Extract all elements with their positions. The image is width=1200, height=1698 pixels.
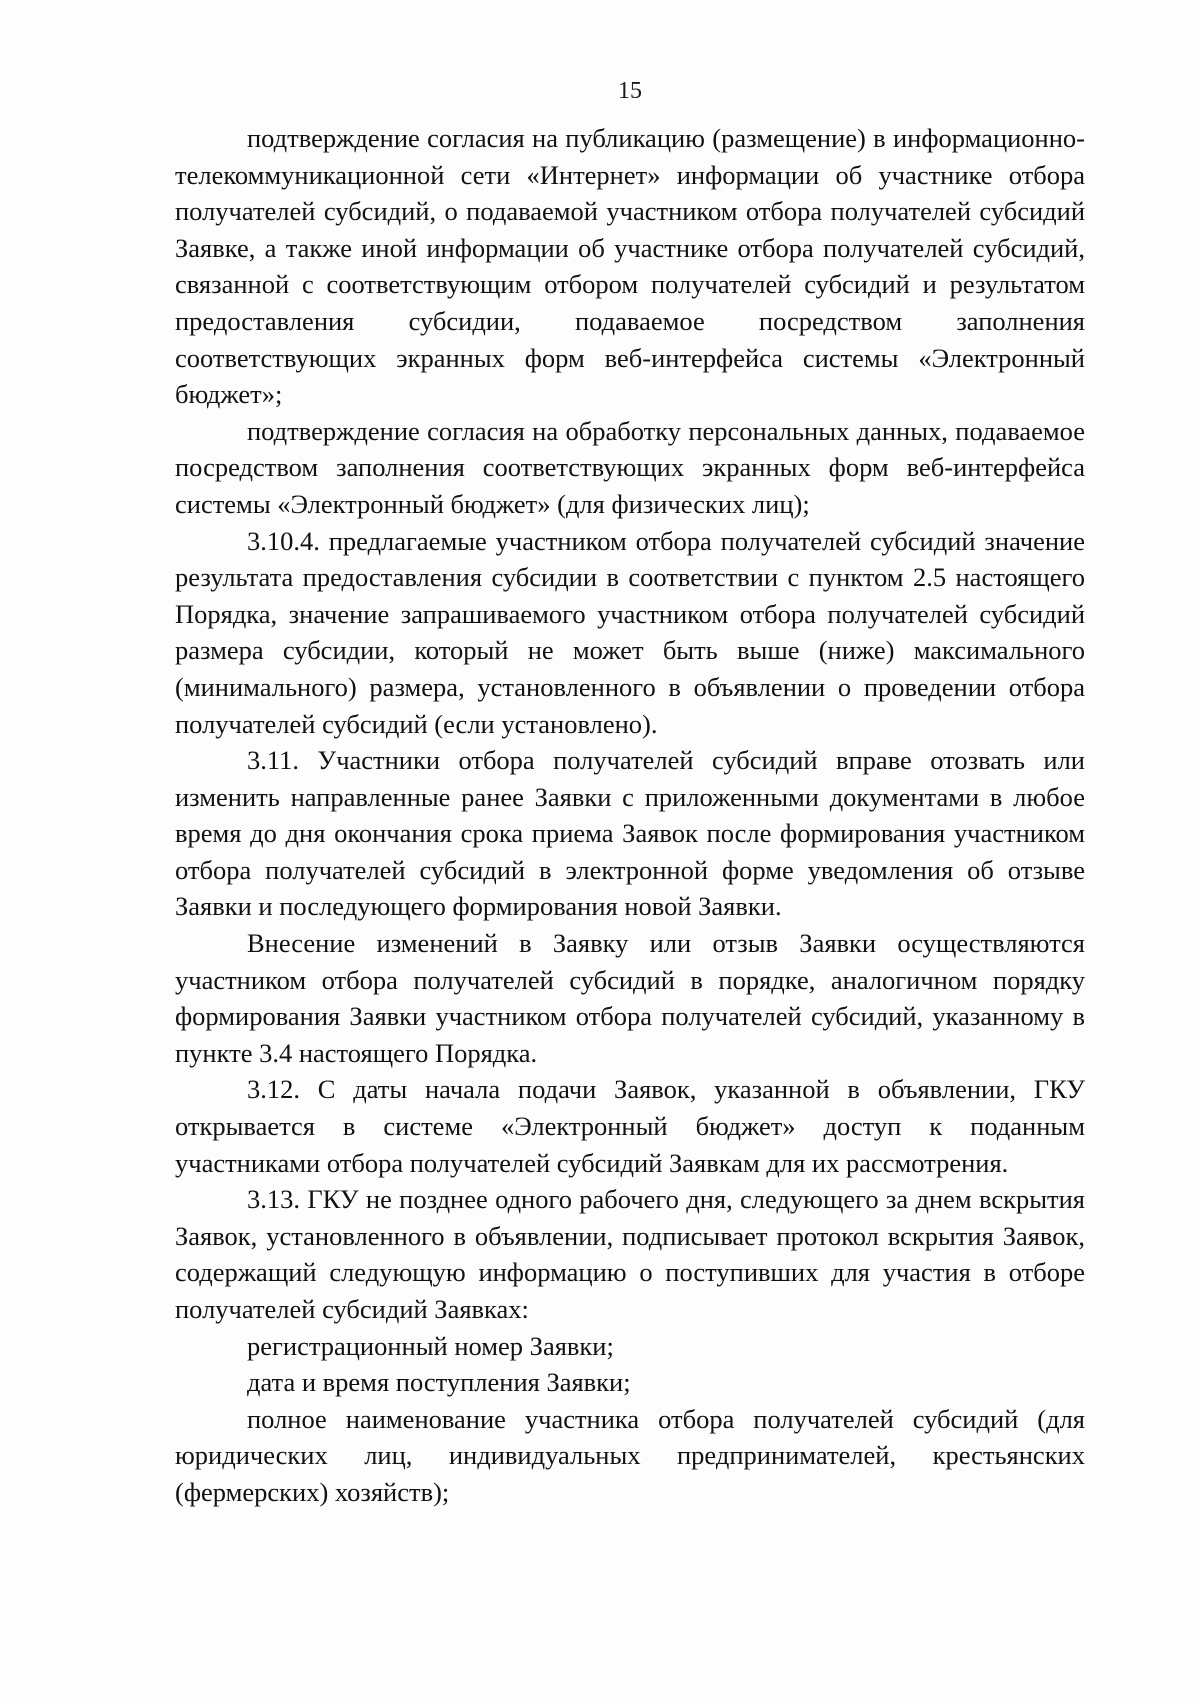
list-item-full-name: полное наименование участника отбора получателей субсидий (для юридических лиц, индивидуальных предпринимателей, крестьянских (фермерских) хозяйств); <box>175 1403 1085 1507</box>
paragraph-3-11: 3.11. Участники отбора получателей субсидий вправе отозвать или изменить направленные ранее Заявки с приложенными документами в любое время до дня окончания срока приема Заявок после формирования участником отбора получателей субсидий в электронной форме уведомления об отзыве Заявки и последующего формирования новой Заявки. <box>175 745 1085 922</box>
paragraph-personal-data-consent: подтверждение согласия на обработку персональных данных, подаваемое посредством заполнения соответствующих экранных форм веб-интерфейса системы «Электронный бюджет» (для физических лиц); <box>175 415 1085 519</box>
paragraph-3-13: 3.13. ГКУ не позднее одного рабочего дня, следующего за днем вскрытия Заявок, установленного в объявлении, подписывает протокол вскрытия Заявок, содержащий следующую информацию о поступивших для участия в отборе получателей субсидий Заявках: <box>175 1184 1085 1324</box>
page-number: 15 <box>618 78 642 104</box>
paragraph-3-12: 3.12. С даты начала подачи Заявок, указанной в объявлении, ГКУ открывается в системе «Электронный бюджет» доступ к поданным участниками отбора получателей субсидий Заявкам для их рассмотрения. <box>175 1074 1085 1178</box>
list-item-registration-number: регистрационный номер Заявки; <box>247 1330 614 1361</box>
paragraph-changes-to-application: Внесение изменений в Заявку или отзыв Заявки осуществляются участником отбора получателей субсидий в порядке, аналогичном порядку формирования Заявки участником отбора получателей субсидий, указанному в пункте 3.4 настоящего Порядка. <box>175 928 1085 1068</box>
paragraph-3-10-4: 3.10.4. предлагаемые участником отбора получателей субсидий значение результата предоставления субсидии в соответствии с пунктом 2.5 настоящего Порядка, значение запрашиваемого участником отбора получателей субсидий размера субсидии, который не может быть выше (ниже) максимального (минимального) размера, установленного в объявлении о проведении отбора получателей субсидий (если установлено). <box>175 525 1085 739</box>
list-item-date-time: дата и время поступления Заявки; <box>247 1367 631 1398</box>
document-body <box>175 120 1085 1511</box>
paragraph-publication-consent: подтверждение согласия на публикацию (размещение) в информационно-телекоммуникационной сети «Интернет» информации об участнике отбора получателей субсидий, о подаваемой участником отбора получателей субсидий Заявке, а также иной информации об участнике отбора получателей субсидий, связанной с соответствующим отбором получателей субсидий и результатом предоставления субсидии, подаваемое посредством заполнения соответствующих экранных форм веб-интерфейса системы «Электронный бюджет»; <box>175 123 1085 410</box>
